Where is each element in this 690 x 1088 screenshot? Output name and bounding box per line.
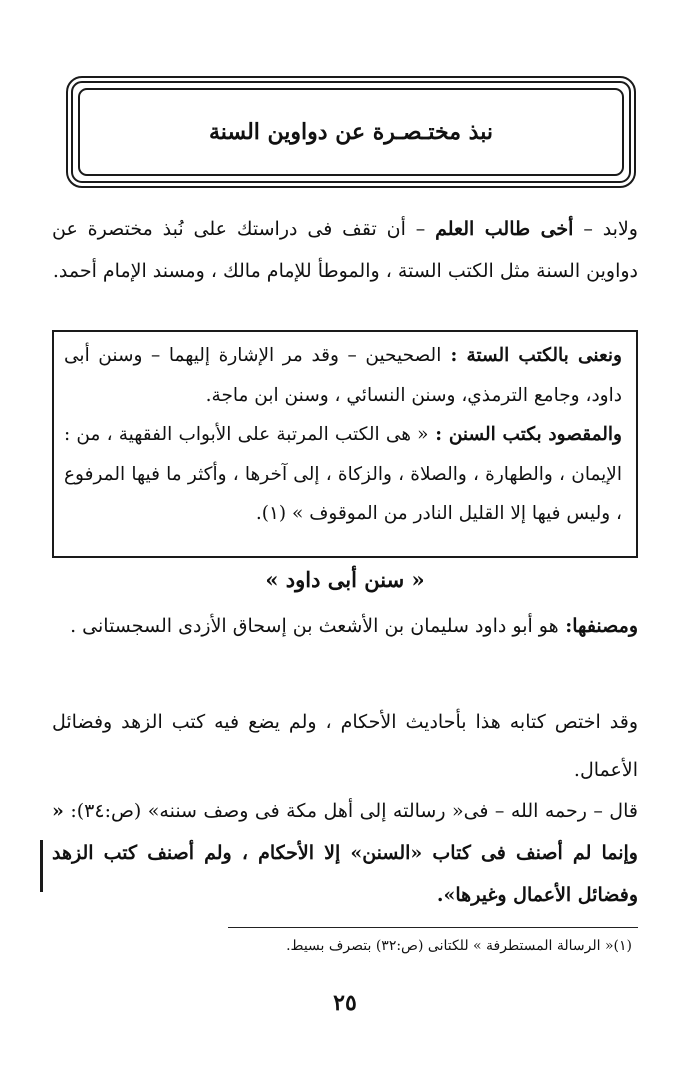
page-number: ٢٥ bbox=[333, 990, 357, 1016]
author-body: هو أبو داود سليمان بن الأشعث بن إسحاق الأزدى السجستانى . bbox=[70, 615, 559, 637]
author-term: ومصنفها: bbox=[558, 615, 638, 637]
margin-rule bbox=[40, 840, 43, 892]
intro-body: – أن تقف فى دراستك على نُبذ مختصرة عن دواوين السنة مثل الكتب الستة ، والموطأ للإمام مالك ، ومسند الإمام أحمد. bbox=[52, 218, 638, 282]
sunan-term: والمقصود بكتب السنن : bbox=[428, 424, 622, 445]
six-books-term: ونعنى بالكتب الستة : bbox=[441, 345, 622, 366]
footnote-divider bbox=[228, 927, 638, 928]
sunan-body: « هى الكتب المرتبة على الأبواب الفقهية ، من : الإيمان ، والطهارة ، والصلاة ، والزكاة ، إلى آخرها ، وأكثر ما فيها المرفوع ، وليس فيها إلا القليل النادر من الموقوف » (١). bbox=[64, 424, 622, 524]
intro-address: أخى طالب العلم bbox=[435, 218, 574, 240]
quote-intro: قال – رحمه الله – فى« رسالته إلى أهل مكة فى وصف سننه» (ص:٣٤): bbox=[70, 800, 638, 822]
quote-paragraph bbox=[52, 790, 638, 916]
scope-paragraph: وقد اختص كتابه هذا بأحاديث الأحكام ، ولم يضع فيه كتب الزهد وفضائل الأعمال. bbox=[52, 711, 638, 781]
definitions-box bbox=[52, 330, 638, 558]
footnote: (١)« الرسالة المستطرفة » للكتانى (ص:٣٢) بتصرف بسيط. bbox=[286, 938, 632, 954]
section-heading: « سنن أبى داود » bbox=[265, 567, 425, 592]
intro-paragraph bbox=[52, 208, 638, 292]
quote-body: « وإنما لم أصنف فى كتاب «السنن» إلا الأحكام ، ولم أصنف كتب الزهد وفضائل الأعمال وغيرها». bbox=[52, 800, 638, 906]
intro-lead: ولابد – bbox=[573, 218, 638, 240]
author-paragraph bbox=[52, 602, 638, 650]
title-frame bbox=[66, 76, 636, 188]
page-title: نبذ مختـصـرة عن دواوين السنة bbox=[209, 119, 493, 145]
sunan-definition bbox=[64, 415, 622, 534]
six-books-body: الصحيحين – وقد مر الإشارة إليهما – وسنن أبى داود، وجامع الترمذي، وسنن النسائي ، وسنن ابن ماجة. bbox=[64, 345, 622, 406]
title-frame-inner bbox=[78, 88, 624, 176]
six-books-definition bbox=[64, 336, 622, 415]
